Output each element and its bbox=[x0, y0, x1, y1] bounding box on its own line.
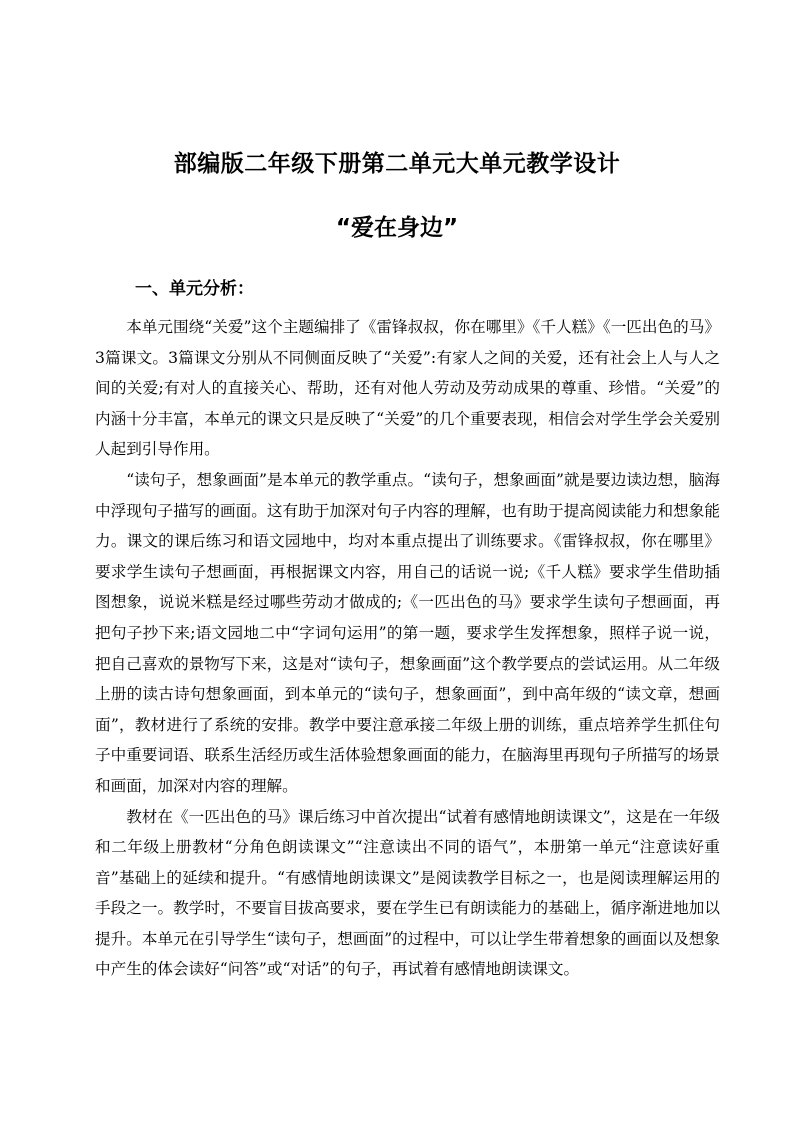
paragraph: 本单元围绕“关爱”这个主题编排了《雷锋叔叔，你在哪里》《千人糕》《一匹出色的马》3篇课文。3篇课文分别从不同侧面反映了“关爱”:有家人之间的关爱，还有社会上人与人之间的关爱;有对人的直接关心、帮助，还有对他人劳动及劳动成果的尊重、珍惜。“关爱”的内涵十分丰富，本单元的课文只是反映了“关爱”的几个重要表现，相信会对学生学会关爱别人起到引导作用。 bbox=[95, 318, 720, 459]
section-heading-unit-analysis: 一、单元分析： bbox=[135, 279, 254, 299]
document-title: 部编版二年级下册第二单元大单元教学设计 bbox=[173, 151, 621, 177]
body-text bbox=[95, 312, 720, 985]
paragraph: 教材在《一匹出色的马》课后练习中首次提出“试着有感情地朗读课文”，这是在一年级和二年级上册教材“分角色朗读课文”“注意读出不同的语气”，本册第一单元“注意读好重音”基础上的延续和提升。“有感情地朗读课文”是阅读教学目标之一，也是阅读理解运用的手段之一。教学时，不要盲目拔高要求，要在学生已有朗读能力的基础上，循序渐进地加以提升。本单元在引导学生“读句子，想画面”的过程中，可以让学生带着想象的画面以及想象中产生的体会读好“问答”或“对话”的句子，再试着有感情地朗读课文。 bbox=[95, 807, 720, 979]
document-subtitle: “爱在身边” bbox=[335, 215, 459, 241]
paragraph: “读句子，想象画面”是本单元的教学重点。“读句子，想象画面”就是要边读边想，脑海中浮现句子描写的画面。这有助于加深对句子内容的理解，也有助于提高阅读能力和想象能力。课文的课后练习和语文园地中，均对本重点提出了训练要求。《雷锋叔叔，你在哪里》要求学生读句子想画面，再根据课文内容，用自己的话说一说;《千人糕》要求学生借助插图想象，说说米糕是经过哪些劳动才做成的;《一匹出色的马》要求学生读句子想画面，再把句子抄下来;语文园地二中“字词句运用”的第一题，要求学生发挥想象，照样子说一说，把自己喜欢的景物写下来，这是对“读句子，想象画面”这个教学要点的尝试运用。从二年级上册的读古诗句想象画面，到本单元的“读句子，想象画面”，到中高年级的“读文章，想画面”，教材进行了系统的安排。教学中要注意承接二年级上册的训练，重点培养学生抓住句子中重要词语、联系生活经历或生活体验想象画面的能力，在脑海里再现句子所描写的场景和画面，加深对内容的理解。 bbox=[95, 470, 720, 795]
